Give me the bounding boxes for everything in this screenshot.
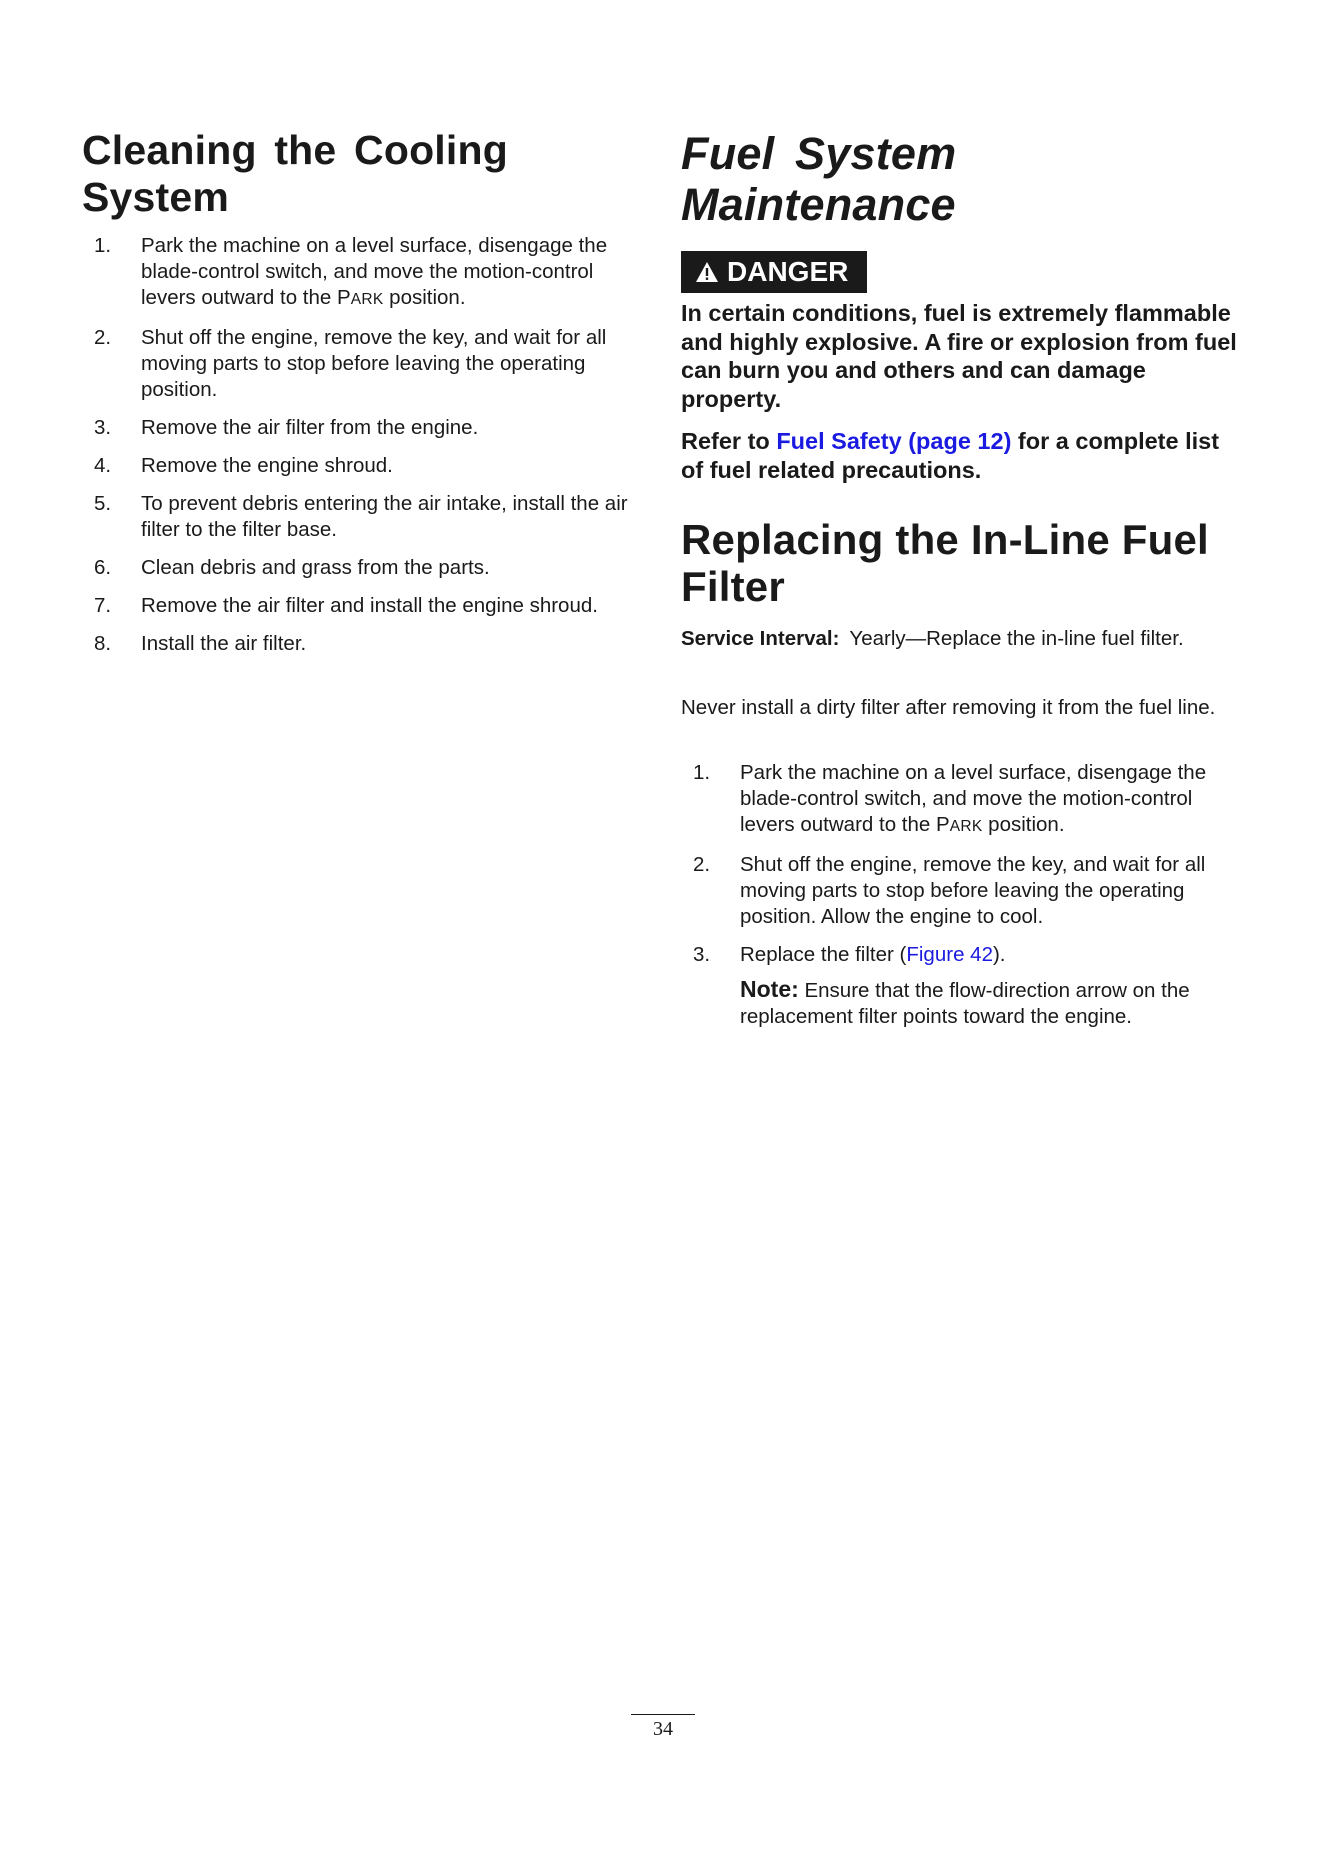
step-number: 6.	[94, 556, 112, 579]
list-item	[82, 555, 642, 581]
list-item	[681, 852, 1251, 930]
step-text: Park the machine on a level surface, disengage the blade-control switch, and move the motion-control levers outward to the	[740, 761, 1207, 836]
step-text: Remove the air filter from the engine.	[141, 416, 479, 439]
note	[740, 976, 1251, 1030]
list-item	[82, 491, 642, 543]
step-number: 4.	[94, 454, 112, 477]
intro-paragraph: Never install a dirty filter after removing it from the fuel line.	[681, 696, 1216, 719]
list-item	[82, 453, 642, 479]
service-interval-label: Service Interval:	[681, 627, 840, 650]
step-number: 1.	[693, 761, 711, 784]
figure-42-link[interactable]: Figure 42	[906, 943, 993, 966]
page-number: 34	[653, 1718, 673, 1740]
warning-triangle-icon	[695, 261, 719, 283]
step-text: To prevent debris entering the air intake, install the air filter to the filter base.	[141, 492, 628, 541]
list-item	[82, 593, 642, 619]
list-item	[681, 760, 1251, 840]
section-heading-fuel-system: Fuel System Maintenance	[681, 128, 957, 230]
step-text-end: position.	[982, 813, 1065, 836]
danger-message: In certain conditions, fuel is extremely flammable and highly explosive. A fire or explosion from fuel can burn you and others and can damage property.	[681, 300, 1237, 412]
step-text: Park the machine on a level surface, disengage the blade-control switch, and move the motion-control levers outward to the	[141, 234, 608, 309]
list-item	[82, 325, 642, 403]
refer-text-end: for a complete list of fuel related precautions.	[681, 428, 1220, 483]
note-label: Note:	[740, 976, 799, 1002]
step-text: Remove the air filter and install the engine shroud.	[141, 594, 598, 617]
refer-text: Refer to	[681, 428, 777, 454]
step-number: 5.	[94, 492, 112, 515]
park-small-caps-rest: ARK	[350, 291, 384, 308]
danger-banner	[681, 251, 867, 293]
step-number: 8.	[94, 632, 112, 655]
park-small-caps: P	[337, 286, 351, 309]
fuel-safety-link[interactable]: Fuel Safety (page 12)	[776, 428, 1012, 454]
step-text: Replace the filter (	[740, 943, 907, 966]
step-number: 2.	[693, 853, 711, 876]
section-heading-inline-filter: Replacing the In-Line Fuel Filter	[681, 516, 1209, 610]
service-interval-value: Yearly—Replace the in-line fuel filter.	[849, 627, 1184, 650]
cooling-steps-list	[82, 233, 642, 669]
note-text: Ensure that the flow-direction arrow on the replacement filter points toward the engine.	[740, 979, 1190, 1028]
service-interval	[681, 626, 1241, 652]
step-number: 7.	[94, 594, 112, 617]
step-text: Shut off the engine, remove the key, and wait for all moving parts to stop before leaving the operating position. Allow the engine to cool.	[740, 853, 1206, 928]
step-text: Shut off the engine, remove the key, and wait for all moving parts to stop before leaving the operating position.	[141, 326, 607, 401]
list-item	[82, 415, 642, 441]
step-text-end: ).	[992, 943, 1006, 966]
list-item	[82, 233, 642, 313]
list-item	[82, 631, 642, 657]
step-text: Clean debris and grass from the parts.	[141, 556, 490, 579]
footer-rule	[631, 1714, 695, 1715]
step-text: Remove the engine shroud.	[141, 454, 393, 477]
step-number: 1.	[94, 234, 112, 257]
danger-label: DANGER	[727, 256, 849, 287]
section-heading-cooling: Cleaning the Cooling System	[82, 127, 508, 220]
step-number: 3.	[693, 943, 711, 966]
step-text-end: position.	[383, 286, 466, 309]
step-number: 2.	[94, 326, 112, 349]
fuel-filter-steps-list	[681, 760, 1251, 1042]
refer-paragraph	[681, 427, 1241, 484]
step-text: Install the air filter.	[141, 632, 307, 655]
list-item	[681, 942, 1251, 1030]
park-small-caps-rest: ARK	[949, 818, 983, 835]
step-number: 3.	[94, 416, 112, 439]
park-small-caps: P	[936, 813, 950, 836]
